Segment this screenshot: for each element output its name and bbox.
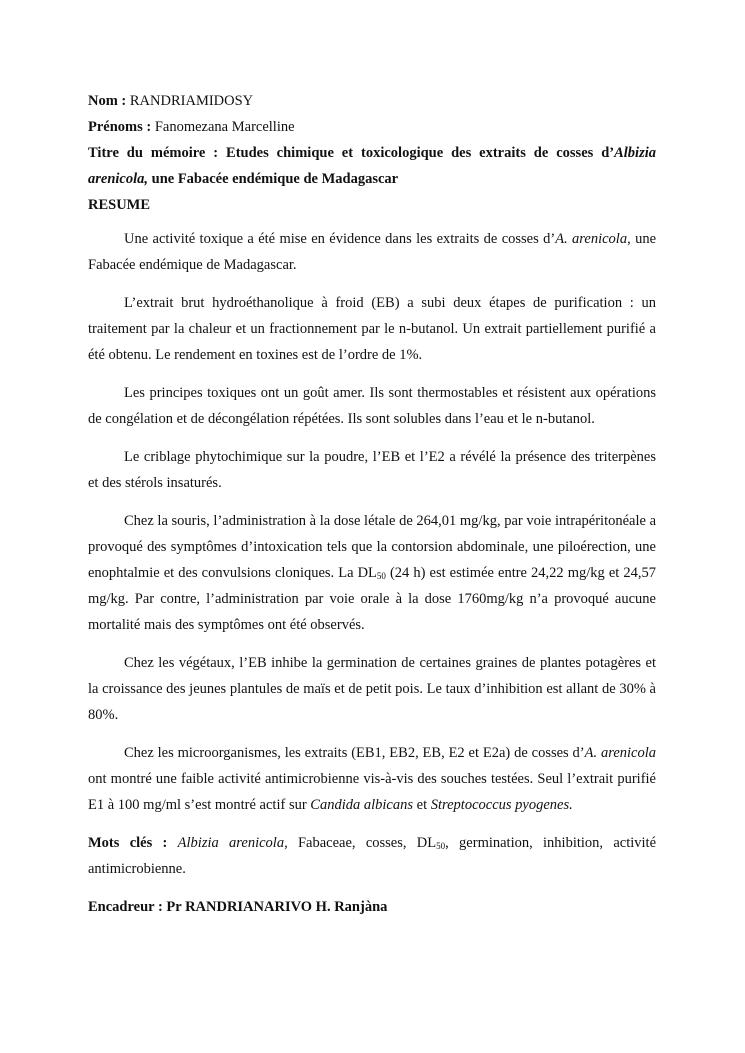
paragraph-6: Chez les végétaux, l’EB inhibe la germination de certaines graines de plantes potagères et la croissance des jeunes plantules de maïs et de petit pois. Le taux d’inhibition est allant de 30% à 80%. <box>88 655 656 723</box>
prenoms-line <box>88 114 656 140</box>
resume-heading: RESUME <box>88 197 151 213</box>
nom-label: Nom : <box>88 93 127 109</box>
p5-text-a: Chez la souris, l’administration à la dose létale de 264,01 mg/kg, par voie intrapéritonéale a provoqué des symptômes d’intoxication tels que la contorsion abdominale, une piloérection, une enophtalmie et des convulsions cloniques. La DL <box>88 513 656 581</box>
titre-label: Titre du mémoire : <box>88 145 219 161</box>
nom-line <box>88 88 656 114</box>
encadreur-line: Encadreur : Pr RANDRIANARIVO H. Ranjàna <box>88 899 388 915</box>
p1-text-b: , une Fabacée endémique de Madagascar. <box>88 231 657 273</box>
p7-organism-2: Streptococcus pyogenes. <box>430 797 573 813</box>
paragraph-3: Les principes toxiques ont un goût amer. Ils sont thermostables et résistent aux opérations de congélation et de décongélation répétées. Ils sont solubles dans l’eau et le n-butanol. <box>88 385 656 427</box>
keywords-label: Mots clés : <box>88 835 168 851</box>
titre-species-epithet: arenicola, <box>88 171 149 187</box>
p5-text-b: (24 h) est estimée entre 24,22 mg/kg et 24,57 mg/kg. Par contre, l’administration par voie orale à la dose 1760mg/kg n’a provoqué aucune mortalité mais des symptômes ont été observés. <box>88 565 656 633</box>
titre-part1: Etudes chimique et toxicologique des extraits de cosses d’ <box>226 145 615 161</box>
paragraph-1 <box>88 226 656 278</box>
p7-species: A. arenicola <box>584 745 656 761</box>
keywords-text-b: , germination, inhibition, activité antimicrobienne. <box>88 835 657 877</box>
paragraph-4: Le criblage phytochimique sur la poudre, l’EB et l’E2 a révélé la présence des triterpènes et des stérols insaturés. <box>88 449 656 491</box>
p7-text-a: Chez les microorganismes, les extraits (EB1, EB2, EB, E2 et E2a) de cosses d’ <box>124 745 585 761</box>
p7-organism-1: Candida albicans <box>310 797 414 813</box>
p1-text-a: Une activité toxique a été mise en évidence dans les extraits de cosses d’ <box>124 231 556 247</box>
paragraph-5 <box>88 508 656 638</box>
p1-species: A. arenicola <box>555 231 628 247</box>
paragraph-2: L’extrait brut hydroéthanolique à froid (EB) a subi deux étapes de purification : un traitement par la chaleur et un fractionnement par le n-butanol. Un extrait partiellement purifié a été obtenu. Le rendement en toxines est de l’ordre de 1%. <box>88 295 656 363</box>
keywords-species: Albizia arenicola <box>177 835 285 851</box>
p7-text-c: et <box>413 797 431 813</box>
titre-species-genus: Albizia <box>614 145 657 161</box>
p7-text-b: ont montré une faible activité antimicrobienne vis-à-vis des souches testées. Seul l’extrait purifié E1 à 100 mg/ml s’est montré actif sur <box>88 771 656 813</box>
prenoms-label: Prénoms : <box>88 119 152 135</box>
titre-part2: une Fabacée endémique de Madagascar <box>151 171 399 187</box>
keywords-subscript: 50 <box>436 841 446 851</box>
title-line <box>88 140 656 166</box>
paragraph-7 <box>88 740 656 818</box>
keywords-text-a: , Fabaceae, cosses, DL <box>284 835 437 851</box>
document-page <box>88 88 656 920</box>
keywords-line <box>88 830 656 882</box>
title-line-2 <box>88 166 656 192</box>
prenoms-value: Fanomezana Marcelline <box>154 119 295 135</box>
p5-subscript: 50 <box>376 571 386 581</box>
nom-value: RANDRIAMIDOSY <box>129 93 254 109</box>
